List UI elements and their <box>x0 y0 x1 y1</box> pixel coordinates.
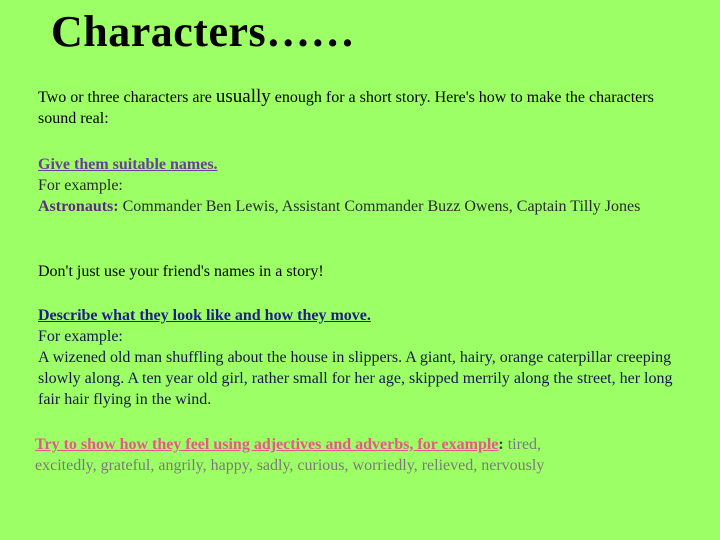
describe-example-text: A wizened old man shuffling about the house in slippers. A giant, hairy, orange caterpillar creeping slowly along. A ten year old girl, rather small for her age, skipped merrily along the street, her long fair hair flying in the wind. <box>38 349 673 408</box>
intro-text-1: Two or three characters are <box>38 89 216 106</box>
astronauts-label: Astronauts: <box>38 198 119 215</box>
names-heading: Give them suitable names. <box>38 156 218 173</box>
intro-paragraph <box>38 86 688 129</box>
feelings-section <box>35 434 595 476</box>
names-section <box>38 154 688 217</box>
astronauts-names: Commander Ben Lewis, Assistant Commander Buzz Owens, Captain Tilly Jones <box>118 198 641 215</box>
describe-example-label: For example: <box>38 328 123 345</box>
intro-text-2: enough for a short story. Here's how to make the characters sound real: <box>38 89 654 127</box>
slide-title: Characters…… <box>51 7 356 56</box>
feelings-heading: Try to show how they feel using adjectives and adverbs, for example <box>35 436 499 453</box>
describe-section <box>38 305 688 410</box>
names-example-label: For example: <box>38 177 123 194</box>
describe-heading: Describe what they look like and how they move. <box>38 307 371 324</box>
warning-text: Don't just use your friend's names in a story! <box>38 263 324 280</box>
feelings-words: tired, excitedly, grateful, angrily, happy, sadly, curious, worriedly, relieved, nervously <box>35 436 545 474</box>
astronauts-line <box>38 196 688 217</box>
feelings-colon: : <box>498 436 504 453</box>
intro-emphasis: usually <box>215 86 271 107</box>
